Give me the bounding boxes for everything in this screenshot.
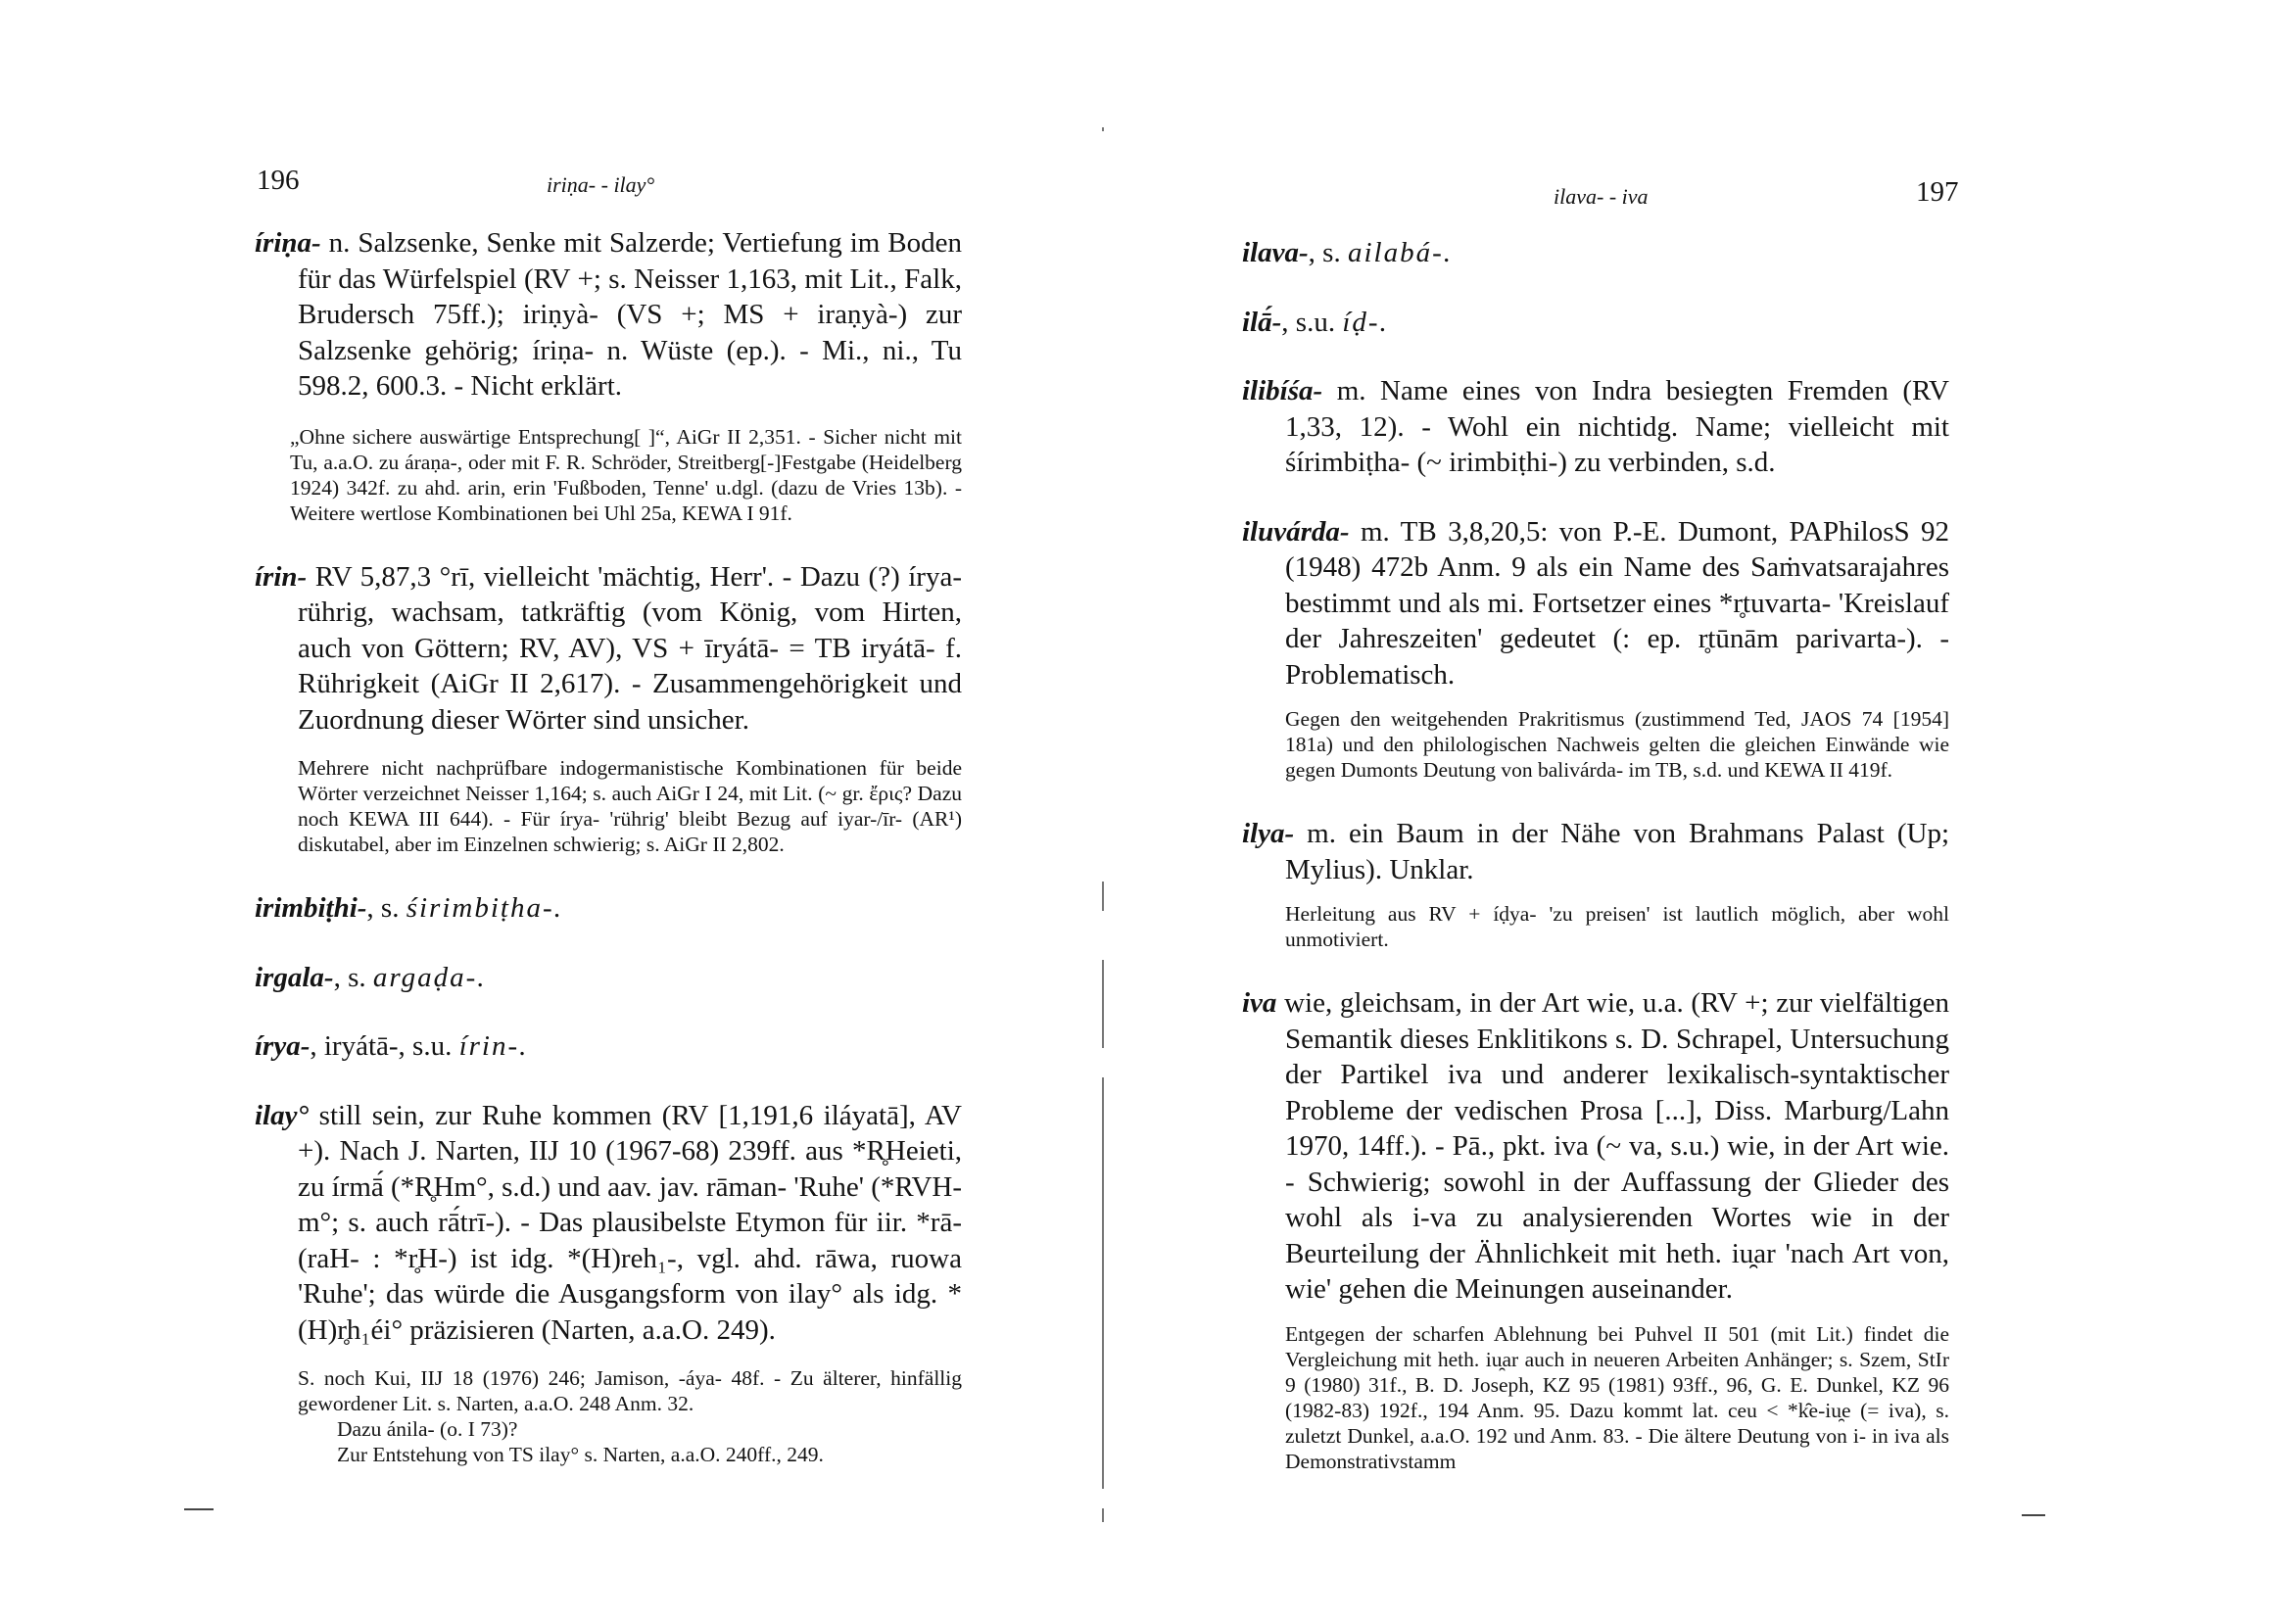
entry-headword: ilava- xyxy=(1242,237,1309,268)
running-head: iriṇa- - ilay° xyxy=(547,172,655,197)
entry-text: m. TB 3,8,20,5: von P.-E. Dumont, PAPhilosS 92 (1948) 472b Anm. 9 als ein Name des Saṁvatsarajahres bestimmt und als mi. Fortsetzer eines *r̥tuvarta- 'Kreislauf der Jahreszeiten' gedeutet (: ep. r̥tūnām parivarta-). - Problematisch. xyxy=(1285,515,1949,691)
entry-text: m. ein Baum in der Nähe von Brahmans Palast (Up; Mylius). Unklar. xyxy=(1285,818,1949,885)
page-number: 197 xyxy=(1916,176,1959,208)
entry-cross-reference: śirimbiṭha-. xyxy=(406,892,563,924)
dictionary-entry xyxy=(1242,373,1949,481)
running-head: ilava- - iva xyxy=(1554,184,1649,209)
margin-mark xyxy=(2022,1514,2045,1516)
dictionary-entry xyxy=(1242,235,1949,271)
entry-headword: írya- xyxy=(255,1030,311,1062)
entry-text: still sein, zur Ruhe kommen (RV [1,191,6 iláyatā], AV +). Nach J. Narten, IIJ 10 (1967-68) 239ff. aus *R̥Heieti, zu írmā́ (*R̥Hm°, s.d.) und aav. jav. rāman- 'Ruhe' (*RVH-m°; s. auch rā́trī-). - Das plausibelste Etymon für iir. *rā- (raH- : *r̥H-) ist idg. *(H)reh₁-, vgl. ahd. rāwa, ruowa 'Ruhe'; das würde die Ausgangsform von ilay° als idg. *(H)r̥h₁éi° präzisieren (Narten, a.a.O. 249). xyxy=(298,1099,962,1346)
dictionary-entry xyxy=(255,1098,962,1349)
note-line: Herleitung aus RV + íḍya- 'zu preisen' ist lautlich möglich, aber wohl unmotiviert. xyxy=(1285,902,1949,951)
dictionary-entry xyxy=(1242,514,1949,693)
note-line: Entgegen der scharfen Ablehnung bei Puhvel II 501 (mit Lit.) findet die Vergleichung mit heth. iu̯ar auch in neueren Arbeiten Anhänger; s. Szem, StIr 9 (1980) 31f., B. D. Joseph, KZ 95 (1981) 93ff., 96, G. E. Dunkel, KZ 96 (1982-83) 192f., 194 Anm. 95. Dazu kommt lat. ceu < *k̑e-iu̯e (= iva), s. zuletzt Dunkel, a.a.O. 192 und Anm. 83. - Die ältere Deutung von i- in iva als Demonstrativstamm xyxy=(1285,1321,1949,1473)
entry-headword: ilay° xyxy=(255,1099,310,1131)
left-column xyxy=(255,225,962,1467)
entry-headword: irimbiṭhi- xyxy=(255,892,367,924)
entry-text: , s. xyxy=(366,892,407,924)
entry-headword: íriṇa- xyxy=(255,227,321,259)
entry-text: wie, gleichsam, in der Art wie, u.a. (RV +; zur vielfältigen Semantik dieses Enklitikons s. D. Schrapel, Untersuchung der Partikel iva und anderer lexikalisch-syntaktischer Probleme der vedischen Prosa [...], Diss. Marburg/Lahn 1970, 14ff.). - Pā., pkt. iva (~ va, s.u.) wie, in der Art wie. - Schwierig; sowohl in der Auffassung der Glieder des wohl als i-va zu analysierenden Wortes wie in der Beurteilung der Ähnlichkeit mit heth. iu̯ar 'nach Art von, wie' gehen die Meinungen auseinander. xyxy=(1276,987,1949,1305)
entry-text: , s.u. xyxy=(1281,306,1343,338)
entry-text: , s. xyxy=(333,961,373,993)
entry-cross-reference: argaḍa-. xyxy=(372,961,487,993)
entry-note xyxy=(1285,1321,1949,1474)
entry-headword: ilya- xyxy=(1242,818,1295,849)
entry-text: , iryátā-, s.u. xyxy=(310,1030,459,1062)
left-page xyxy=(0,0,1126,1622)
dictionary-entry xyxy=(255,225,962,405)
right-column xyxy=(1242,235,1949,1474)
entry-note xyxy=(1285,706,1949,783)
margin-mark xyxy=(184,1508,214,1510)
note-line: Mehrere nicht nachprüfbare indogermanistische Kombinationen für beide Wörter verzeichnet Neisser 1,164; s. auch AiGr I 24, mit Lit. (~ gr. ἔρις? Dazu noch KEWA III 644). - Für írya- 'rührig' bleibt Bezug auf iyar-/īr- (AR¹) diskutabel, aber im Einzelnen schwierig; s. AiGr II 2,802. xyxy=(298,756,962,856)
dictionary-entry xyxy=(255,559,962,739)
right-page xyxy=(1148,0,2296,1622)
dictionary-entry xyxy=(1242,305,1949,341)
entry-text: m. Name eines von Indra besiegten Fremden (RV 1,33, 12). - Wohl ein nichtidg. Name; vielleicht mit śírimbiṭha- (~ irimbiṭhi-) zu verbinden, s.d. xyxy=(1285,375,1949,478)
note-line: „Ohne sichere auswärtige Entsprechung[ ]“, AiGr II 2,351. - Sicher nicht mit Tu, a.a.O. zu áraṇa-, oder mit F. R. Schröder, Streitberg[-]Festgabe (Heidelberg 1924) 342f. zu ahd. arin, erin 'Fußboden, Tenne' u.dgl. (dazu de Vries 13b). - Weitere wertlose Kombinationen bei Uhl 25a, KEWA I 91f. xyxy=(290,424,962,525)
entry-cross-reference: ailabá-. xyxy=(1347,237,1453,268)
entry-headword: iva xyxy=(1242,987,1277,1019)
dictionary-entry xyxy=(255,890,962,927)
entry-headword: iluvárda- xyxy=(1242,515,1350,548)
entry-cross-reference: íḍ-. xyxy=(1342,306,1389,338)
dictionary-entry xyxy=(255,960,962,996)
gutter-mark xyxy=(1102,1508,1104,1522)
entry-headword: ilā́- xyxy=(1242,306,1282,338)
entry-note xyxy=(290,424,962,526)
note-line: Gegen den weitgehenden Prakritismus (zustimmend Ted, JAOS 74 [1954] 181a) und den philologischen Nachweis gelten die gleichen Einwände wie gegen Dumonts Deutung von balivárda- im TB, s.d. und KEWA II 419f. xyxy=(1285,707,1949,782)
entry-note xyxy=(298,1365,962,1467)
page-number: 196 xyxy=(257,165,300,196)
entry-headword: ilibíśa- xyxy=(1242,375,1323,406)
entry-text: RV 5,87,3 °rī, vielleicht 'mächtig, Herr'. - Dazu (?) írya- rührig, wachsam, tatkräftig (vom König, vom Hirten, auch von Göttern; RV, AV), VS + īryátā- = TB iryátā- f. Rührigkeit (AiGr II 2,617). - Zusammengehörigkeit und Zuordnung dieser Wörter sind unsicher. xyxy=(298,560,962,736)
dictionary-entry xyxy=(1242,985,1949,1308)
entry-cross-reference: írin-. xyxy=(458,1030,529,1062)
dictionary-entry xyxy=(1242,816,1949,887)
gutter-mark xyxy=(1102,882,1104,911)
entry-headword: irgala- xyxy=(255,961,334,993)
gutter-mark xyxy=(1102,127,1104,131)
gutter-mark xyxy=(1102,960,1104,1048)
note-line: S. noch Kui, IIJ 18 (1976) 246; Jamison, -áya- 48f. - Zu älterer, hinfällig gewordener Lit. s. Narten, a.a.O. 248 Anm. 32. xyxy=(298,1366,962,1415)
entry-text: , s. xyxy=(1308,237,1348,268)
entry-note xyxy=(1285,901,1949,952)
note-line: Dazu ánila- (o. I 73)? xyxy=(337,1417,518,1441)
dictionary-entry xyxy=(255,1028,962,1065)
note-line: Zur Entstehung von TS ilay° s. Narten, a.a.O. 240ff., 249. xyxy=(337,1443,824,1466)
gutter-mark xyxy=(1102,1077,1104,1489)
entry-text: n. Salzsenke, Senke mit Salzerde; Vertiefung im Boden für das Würfelspiel (RV +; s. Neisser 1,163, mit Lit., Falk, Brudersch 75ff.); iriṇyà- (VS +; MS + iraṇyà-) zur Salzsenke gehörig; íriṇa- n. Wüste (ep.). - Mi., ni., Tu 598.2, 600.3. - Nicht erklärt. xyxy=(298,227,962,402)
entry-note xyxy=(298,755,962,857)
entry-headword: írin- xyxy=(255,560,308,593)
